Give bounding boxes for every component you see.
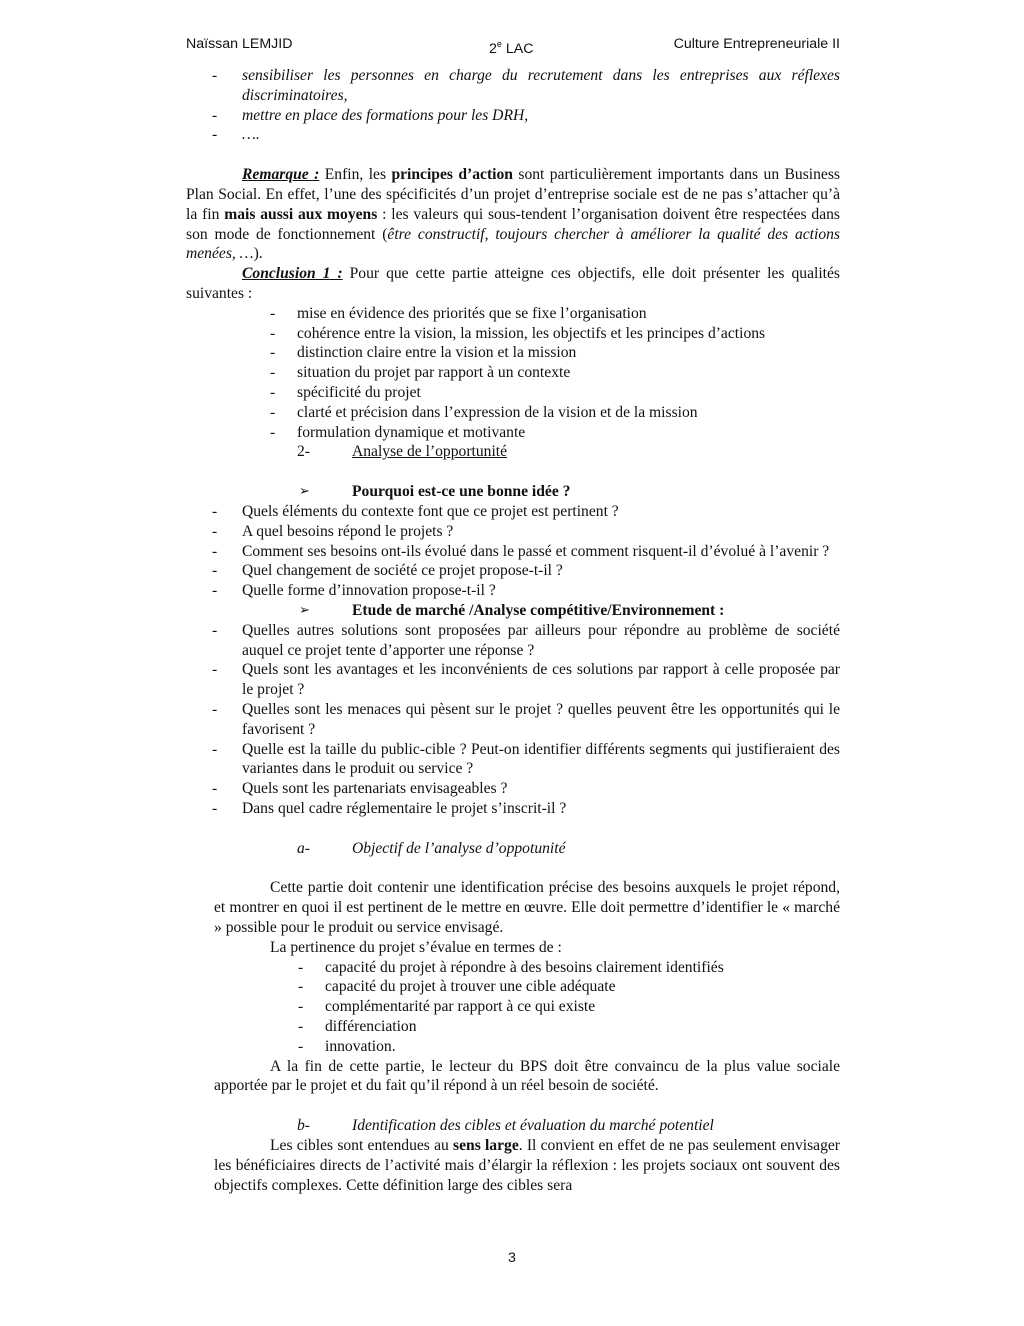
list-item: - mise en évidence des priorités que se fixe l’organisation xyxy=(186,304,840,324)
etude-heading xyxy=(186,601,840,621)
list-item: - Dans quel cadre réglementaire le projet s’inscrit-il ? xyxy=(186,799,840,819)
list-item: - sensibiliser les personnes en charge du recrutement dans les entreprises aux réflexes discriminatoires, xyxy=(186,66,840,106)
list-item: - complémentarité par rapport à ce qui existe xyxy=(186,997,840,1017)
section-a-list xyxy=(186,958,840,1057)
list-item: - Quels éléments du contexte font que ce projet est pertinent ? xyxy=(186,502,840,522)
section-a-body xyxy=(186,878,840,957)
section-a-paragraph-2: La pertinence du projet s’évalue en termes de : xyxy=(270,938,562,956)
list-item: - capacité du projet à répondre à des besoins clairement identifiés xyxy=(186,958,840,978)
remarque-text-2: sont particulièrement importants dans un Business Plan Social. En effet, l’une des spécificités d’un projet d’entreprise sociale est de ne pas s’attacher qu’à la fin xyxy=(186,166,840,223)
section-a-paragraph-3: A la fin de cette partie, le lecteur du BPS doit être convaincu de la plus value sociale apportée par le projet et du fait qu’il répond à un réel besoin de société. xyxy=(214,1057,840,1095)
section-b-text-2: . Il convient en effet de ne pas seulement envisager les bénéficiaires directs de l’activité mais d’élargir la réflexion : les projets sociaux ont souvent des objectifs complexes. Cette définition large des cibles sera xyxy=(214,1137,840,1194)
remarque-bold-2: mais aussi aux moyens xyxy=(224,205,378,223)
list-item: - distinction claire entre la vision et la mission xyxy=(186,343,840,363)
list-item: - …. xyxy=(186,125,840,145)
remarque-italic: être constructif, toujours chercher à améliorer la qualité des actions menées, … xyxy=(186,225,840,263)
list-item: - capacité du projet à trouver une cible adéquate xyxy=(186,977,840,997)
list-item: - Quels sont les avantages et les inconvénients de ces solutions par rapport à celle proposée par le projet ? xyxy=(186,660,840,700)
list-item: - Comment ses besoins ont-ils évolué dans le passé et comment risquent-il d’évolué à l’avenir ? xyxy=(186,542,840,562)
header-class-number: 2 xyxy=(489,41,497,57)
section-b-bold: sens large xyxy=(453,1137,519,1155)
conclusion-list xyxy=(186,304,840,443)
intro-list xyxy=(186,66,840,145)
remarque-text-1: Enfin, les xyxy=(319,166,392,184)
section-2-title: Analyse de l’opportunité xyxy=(352,443,508,461)
list-item: - clarté et précision dans l’expression de la vision et de la mission xyxy=(186,403,840,423)
header-course: Culture Entrepreneuriale II xyxy=(673,36,840,52)
section-b-body xyxy=(186,1136,840,1195)
list-item: - formulation dynamique et motivante xyxy=(186,423,840,443)
list-item: - Quel changement de société ce projet propose-t-il ? xyxy=(186,561,840,581)
remarque-paragraph xyxy=(186,165,840,264)
list-item: - situation du projet par rapport à un contexte xyxy=(186,363,840,383)
list-item: - différenciation xyxy=(186,1017,840,1037)
section-b-heading xyxy=(186,1116,840,1136)
conclusion-text: Pour que cette partie atteigne ces objectifs, elle doit présenter les qualités suivantes : xyxy=(186,265,840,302)
remarque-bold-1: principes d’action xyxy=(391,166,513,184)
list-item: - mettre en place des formations pour les DRH, xyxy=(186,106,840,126)
etude-list xyxy=(186,621,840,819)
section-b-paragraph xyxy=(214,1136,840,1195)
section-2-number: 2- xyxy=(297,443,310,461)
bonne-idee-list xyxy=(186,502,840,601)
conclusion-paragraph xyxy=(186,264,840,304)
section-b-number: b- xyxy=(297,1117,310,1135)
arrow-bullet-icon: ➢ xyxy=(299,484,310,500)
remarque-label: Remarque : xyxy=(242,166,320,184)
list-item: - A quel besoins répond le projets ? xyxy=(186,522,840,542)
section-b-title: Identification des cibles et évaluation du marché potentiel xyxy=(352,1117,714,1135)
list-item: - Quelles sont les menaces qui pèsent sur le projet ? quelles peuvent être les opportunités qui le favorisent ? xyxy=(186,700,840,740)
header-class xyxy=(489,35,533,60)
list-item: - Quelle est la taille du public-cible ? Peut-on identifier différents segments qui justifieraient des variantes dans le produit ou service ? xyxy=(186,740,840,780)
arrow-bullet-icon: ➢ xyxy=(299,602,310,618)
section-a-conclusion xyxy=(186,1057,840,1097)
list-item: - innovation. xyxy=(186,1037,840,1057)
section-a-heading xyxy=(186,839,840,859)
section-a-paragraph-1: Cette partie doit contenir une identification précise des besoins auxquels le projet répond, et montrer en quoi il est pertinent de le mettre en œuvre. Elle doit permettre d’identifier le « marché » possible pour le produit ou service envisagé. xyxy=(214,879,840,937)
page-number: 3 xyxy=(508,1250,516,1266)
section-a-number: a- xyxy=(297,839,310,857)
conclusion-label: Conclusion 1 : xyxy=(242,265,343,283)
section-2-heading xyxy=(186,442,840,462)
remarque-text-3: : les valeurs qui sous-tendent l’organisation doivent être respectées dans son mode de fonctionnement ( xyxy=(186,205,841,243)
section-a-title: Objectif de l’analyse d’oppotunité xyxy=(352,839,566,857)
list-item: - Quelle forme d’innovation propose-t-il ? xyxy=(186,581,840,601)
remarque-text-4: ). xyxy=(253,245,263,263)
header-author: Naïssan LEMJID xyxy=(186,36,293,52)
list-item: - cohérence entre la vision, la mission, les objectifs et les principes d’actions xyxy=(186,324,840,344)
page-header xyxy=(186,35,840,55)
etude-title: Etude de marché /Analyse compétitive/Environnement : xyxy=(352,601,725,619)
bonne-idee-heading xyxy=(186,482,840,502)
list-item: - Quels sont les partenariats envisageables ? xyxy=(186,779,840,799)
page-body xyxy=(186,66,840,1195)
list-item: - Quelles autres solutions sont proposées par ailleurs pour répondre au problème de société auquel ce projet tente d’apporter une réponse ? xyxy=(186,621,840,661)
section-b-text-1: Les cibles sont entendues au xyxy=(270,1137,454,1155)
list-item: - spécificité du projet xyxy=(186,383,840,403)
header-class-sup: e xyxy=(496,39,502,49)
header-class-suffix: LAC xyxy=(501,41,534,57)
bonne-idee-title: Pourquoi est-ce une bonne idée ? xyxy=(352,483,571,501)
